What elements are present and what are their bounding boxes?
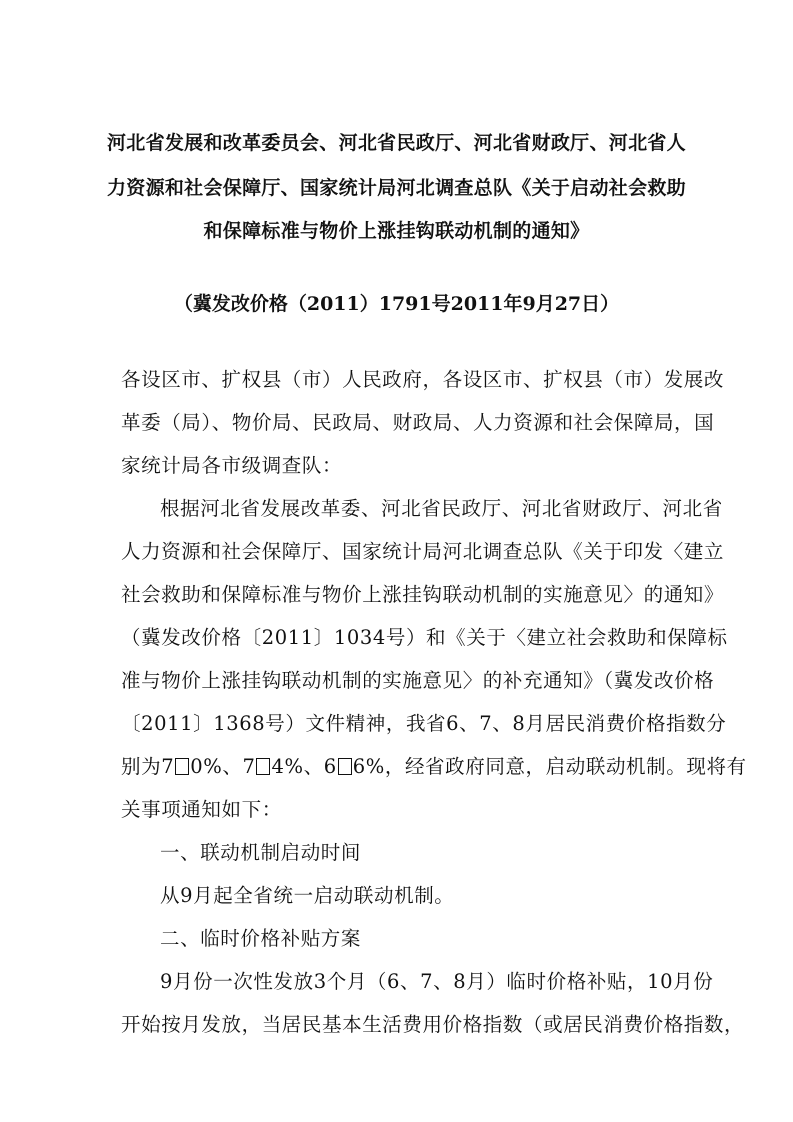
document-title-line-1: 河北省发展和改革委员会、河北省民政厅、河北省财政厅、河北省人: [106, 132, 686, 154]
cpi-text-prefix: 别为7: [121, 755, 175, 778]
paragraph-1-line-7: [121, 751, 747, 779]
paragraph-1-line-5: 准与物价上涨挂钩联动机制的实施意见〉的补充通知》（冀发改价格: [121, 669, 715, 692]
section-2-heading: 二、临时价格补贴方案: [160, 927, 362, 950]
missing-glyph-box: [338, 758, 352, 775]
section-2-line-1: 9月份一次性发放3个月（6、7、8月）临时价格补贴，10月份: [160, 970, 714, 993]
addressee-line-1: 各设区市、扩权县（市）人民政府，各设区市、扩权县（市）发展改: [121, 368, 725, 391]
section-1-text: 从9月起全省统一启动联动机制。: [160, 884, 455, 907]
paragraph-1-line-3: 社会救助和保障标准与物价上涨挂钩联动机制的实施意见〉的通知》: [121, 583, 725, 606]
paragraph-1-line-6: 〔2011〕1368号）文件精神，我省6、7、8月居民消费价格指数分: [121, 712, 727, 735]
document-subtitle: （冀发改价格（2011）1791号2011年9月27日）: [173, 293, 620, 315]
addressee-line-3: 家统计局各市级调查队：: [121, 454, 343, 477]
section-1-heading: 一、联动机制启动时间: [160, 841, 362, 864]
document-title-line-3: 和保障标准与物价上涨挂钩联动机制的通知》: [203, 220, 590, 242]
paragraph-1-line-8: 关事项通知如下：: [121, 798, 282, 821]
cpi-text-part-2: 4%、6: [271, 755, 337, 778]
section-2-line-2: 开始按月发放，当居民基本生活费用价格指数（或居民消费价格指数，: [121, 1013, 745, 1036]
document-title-line-2: 力资源和社会保障厅、国家统计局河北调查总队《关于启动社会救助: [106, 177, 686, 199]
cpi-text-part-1: 0%、7: [190, 755, 256, 778]
addressee-line-2: 革委（局）、物价局、民政局、财政局、人力资源和社会保障局，国: [121, 411, 715, 434]
missing-glyph-box: [256, 758, 270, 775]
cpi-text-part-3: 6%，经省政府同意，启动联动机制。现将有: [352, 755, 747, 778]
missing-glyph-box: [175, 758, 189, 775]
paragraph-1-line-2: 人力资源和社会保障厅、国家统计局河北调查总队《关于印发〈建立: [121, 540, 725, 563]
paragraph-1-line-1: 根据河北省发展改革委、河北省民政厅、河北省财政厅、河北省: [160, 497, 723, 520]
paragraph-1-line-4: （冀发改价格〔2011〕1034号）和《关于〈建立社会救助和保障标: [121, 626, 728, 649]
